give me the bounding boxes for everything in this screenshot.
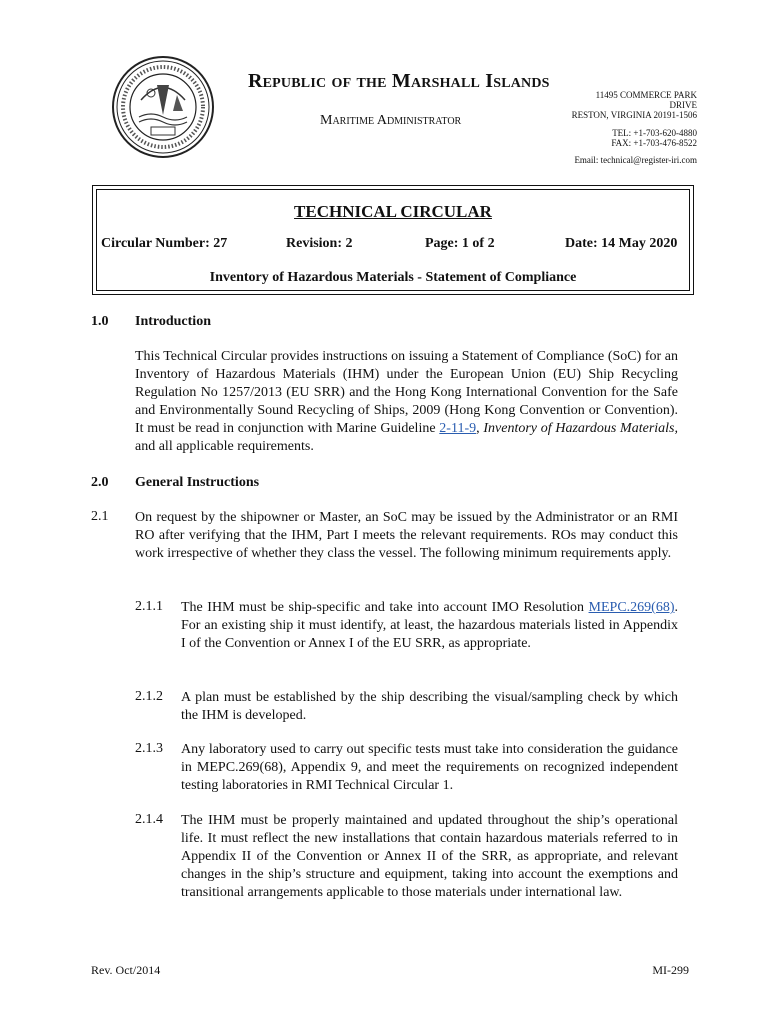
paragraph-2-1-1-number: 2.1.1 xyxy=(135,599,163,614)
circular-header-inner xyxy=(96,189,690,291)
circular-number: Circular Number: 27 xyxy=(101,236,228,251)
paragraph-2-1-4-number: 2.1.4 xyxy=(135,812,163,827)
mepc-269-68-link[interactable]: MEPC.269(68) xyxy=(588,600,675,615)
section-1-paragraph xyxy=(135,348,678,456)
marshall-islands-seal-icon xyxy=(111,55,215,159)
circular-page: Page: 1 of 2 xyxy=(425,236,495,251)
header-title: Republic of the Marshall Islands xyxy=(248,70,550,92)
paragraph-2-1-3-number: 2.1.3 xyxy=(135,741,163,756)
paragraph-2-1-2-number: 2.1.2 xyxy=(135,689,163,704)
circular-subject: Inventory of Hazardous Materials - Statement of Compliance xyxy=(209,270,577,285)
paragraph-2-1-text: On request by the shipowner or Master, an SoC may be issued by the Administrator or an RMI RO after verifying that the IHM, Part I meets the relevant requirements. ROs may conduct this work irrespective of whether they class the vessel. The following minimum requirements apply. xyxy=(135,510,678,561)
address-line-2: DRIVE xyxy=(669,100,697,110)
paragraph-2-1-number: 2.1 xyxy=(91,509,109,524)
section-1-comma: , xyxy=(476,421,480,436)
paragraph-2-1-3-text: Any laboratory used to carry out specific tests must take into consideration the guidance in MEPC.269(68), Appendix 9, and meet the requirements on recognized independent testing laboratories in RMI Technical Circular 1. xyxy=(181,742,678,793)
paragraph-2-1-1-text: The IHM must be ship-specific and take into account IMO Resolution xyxy=(181,600,589,615)
section-1-italic-title: Inventory of Hazardous Materials, xyxy=(483,421,678,436)
email: Email: technical@register-iri.com xyxy=(574,155,697,165)
paragraph-2-1-1-text-end: . For an existing ship it must identify, at least, the hazardous materials listed in Appendix I of the Convention or Annex I of the EU SRR, as appropriate. xyxy=(181,600,678,651)
footer-form-code: MI-299 xyxy=(652,963,689,977)
address-line-1: 11495 COMMERCE PARK xyxy=(595,90,697,100)
paragraph-2-1-4-text: The IHM must be properly maintained and updated throughout the ship’s operational life. It must reflect the new installations that contain hazardous materials referred to in Appendix II of the Convention or Annex II of the SRR, as appropriate, and relevant changes in the ship’s structure and equipment, taking into account the exemptions and transitional arrangements applicable to those materials under international law. xyxy=(181,813,678,900)
circular-revision: Revision: 2 xyxy=(286,236,353,251)
contact-block xyxy=(611,128,697,148)
fax: FAX: +1-703-476-8522 xyxy=(611,138,697,148)
section-1-title: Introduction xyxy=(135,314,211,329)
paragraph-2-1-2-text: A plan must be established by the ship describing the visual/sampling check by which the IHM is developed. xyxy=(181,690,678,723)
circular-header-box xyxy=(92,185,694,295)
address-line-3: RESTON, VIRGINIA 20191-1506 xyxy=(571,110,697,120)
section-1-text: This Technical Circular provides instructions on issuing a Statement of Compliance (SoC) for an Inventory of Hazardous Materials (IHM) under the European Union (EU) Ship Recycling Regulation No 1257/2013 (EU SRR) and the Hong Kong International Convention for the Safe and Environmentally Sound Recycling of Ships, 2009 (Hong Kong Convention or Convention). It must be read in conjunction with Marine Guideline xyxy=(135,349,678,436)
circular-title: TECHNICAL CIRCULAR xyxy=(294,202,492,221)
section-1-text-end: and all applicable requirements. xyxy=(135,439,314,454)
guideline-2-11-9-link[interactable]: 2-11-9 xyxy=(439,421,477,436)
section-2-title: General Instructions xyxy=(135,475,260,490)
header-subtitle: Maritime Administrator xyxy=(320,113,462,128)
footer-revision: Rev. Oct/2014 xyxy=(91,963,161,977)
section-1-number: 1.0 xyxy=(91,314,109,329)
paragraph-2-1-1 xyxy=(181,599,678,653)
section-2-number: 2.0 xyxy=(91,475,109,490)
telephone: TEL: +1-703-620-4880 xyxy=(612,128,697,138)
address-block xyxy=(572,90,697,120)
circular-date: Date: 14 May 2020 xyxy=(565,236,678,251)
